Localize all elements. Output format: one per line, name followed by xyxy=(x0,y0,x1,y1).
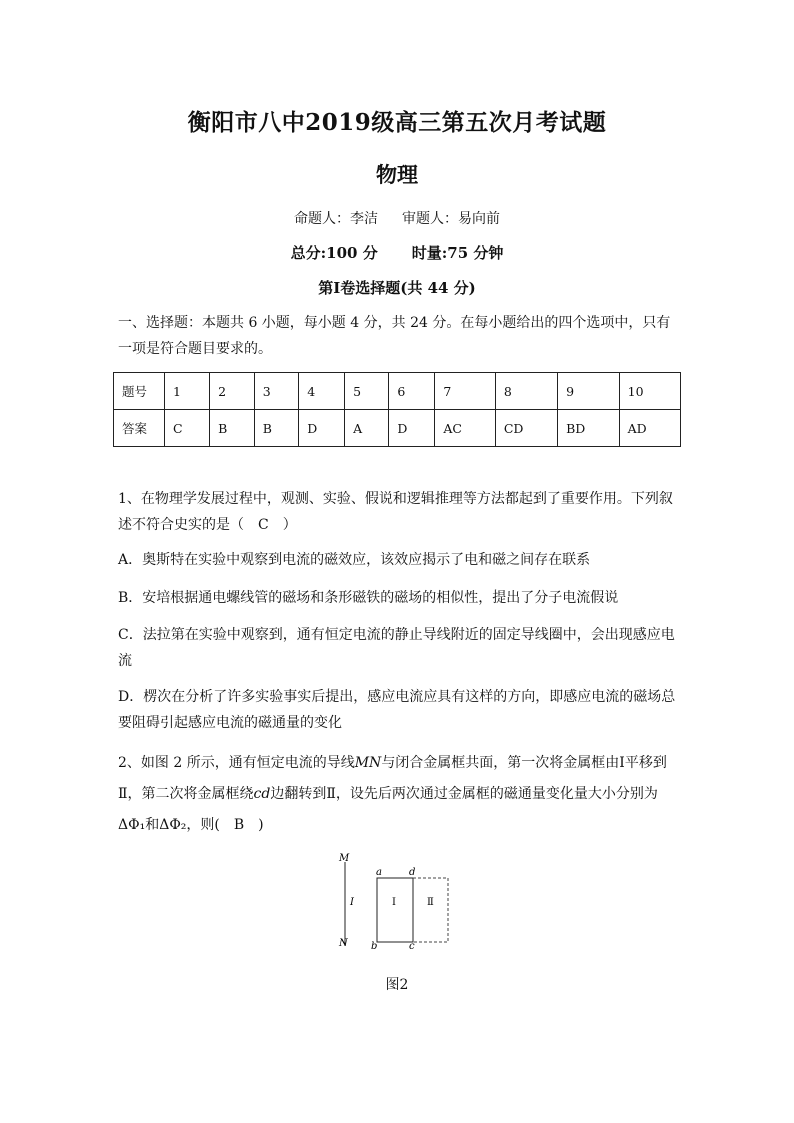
subject-title: 物理 xyxy=(376,162,418,187)
q2-and: 和 xyxy=(145,817,160,833)
total-score: 总分:100 分 xyxy=(290,244,378,262)
q2-text-4: ，则( B ) xyxy=(186,817,264,833)
number-cell: 1 xyxy=(165,373,210,410)
region-1-label: Ⅰ xyxy=(392,897,396,908)
number-cell: 3 xyxy=(254,373,299,410)
question-1-option-c: C．法拉第在实验中观察到，通有恒定电流的静止导线附近的固定导线圈中，会出现感应电流 xyxy=(118,627,675,669)
number-cell: 2 xyxy=(210,373,255,410)
label-b: b xyxy=(371,941,378,952)
answer-cell: A xyxy=(345,410,389,447)
question-2-stem xyxy=(118,748,678,841)
q2-text-1: 2、如图 2 所示，通有恒定电流的导线 xyxy=(118,755,355,771)
q2-text-2: 与闭合金属框共面，第一次将金属框由Ⅰ平移到Ⅱ，第二次将金属框绕 xyxy=(118,755,667,802)
authors-line xyxy=(0,208,794,228)
q2-phi2: ΔΦ₂ xyxy=(159,817,187,833)
answer-cell: AC xyxy=(435,410,496,447)
answer-cell: D xyxy=(299,410,345,447)
table-row-answers xyxy=(114,410,681,447)
row-label: 题号 xyxy=(114,373,165,410)
answer-cell: BD xyxy=(558,410,620,447)
figure-caption: 图2 xyxy=(385,977,409,993)
label-n: N xyxy=(339,938,348,949)
label-m: M xyxy=(339,853,350,864)
number-cell: 8 xyxy=(495,373,557,410)
number-cell: 4 xyxy=(299,373,345,410)
label-a: a xyxy=(376,867,382,878)
region-2-label: Ⅱ xyxy=(427,897,434,908)
number-cell: 7 xyxy=(435,373,496,410)
answer-cell: D xyxy=(389,410,435,447)
answer-table xyxy=(113,372,681,447)
part-title: 第Ⅰ卷选择题(共 44 分) xyxy=(318,279,476,297)
number-cell: 10 xyxy=(619,373,680,410)
question-1-option-b: B．安培根据通电螺线管的磁场和条形磁铁的磁场的相似性，提出了分子电流假说 xyxy=(118,590,619,606)
label-i: I xyxy=(350,897,354,908)
label-c: c xyxy=(409,941,415,952)
answer-cell: CD xyxy=(495,410,557,447)
exam-time: 时量:75 分钟 xyxy=(411,244,504,262)
number-cell: 9 xyxy=(558,373,620,410)
question-1-stem: 1、在物理学发展过程中，观测、实验、假说和逻辑推理等方法都起到了重要作用。下列叙述不符合史实的是（ C ） xyxy=(118,491,673,533)
score-time-line xyxy=(0,242,794,263)
answer-cell: AD xyxy=(619,410,680,447)
number-cell: 5 xyxy=(345,373,389,410)
exam-title: 衡阳市八中2019级高三第五次月考试题 xyxy=(187,109,607,136)
q2-cd: cd xyxy=(253,786,271,802)
q2-text-3: 边翻转到Ⅱ，设先后两次通过金属框的磁通量变化量大小分别为 xyxy=(270,786,658,802)
setter: 命题人：李洁 xyxy=(294,211,378,227)
table-row-numbers xyxy=(114,373,681,410)
section-intro: 一、选择题：本题共 6 小题，每小题 4 分，共 24 分。在每小题给出的四个选项中，只有一项是符合题目要求的。 xyxy=(118,315,671,357)
question-1-option-d: D．楞次在分析了许多实验事实后提出，感应电流应具有这样的方向，即感应电流的磁场总要阻碍引起感应电流的磁通量的变化 xyxy=(118,689,676,731)
q2-phi1: ΔΦ₁ xyxy=(118,817,146,833)
row-label: 答案 xyxy=(114,410,165,447)
number-cell: 6 xyxy=(389,373,435,410)
question-1-option-a: A．奥斯特在实验中观察到电流的磁效应，该效应揭示了电和磁之间存在联系 xyxy=(118,552,591,568)
metal-frame xyxy=(377,878,413,942)
answer-cell: B xyxy=(254,410,299,447)
figure-2-diagram xyxy=(336,848,460,954)
reviewer: 审题人：易向前 xyxy=(402,211,500,227)
answer-cell: C xyxy=(165,410,210,447)
label-d: d xyxy=(409,867,416,878)
answer-cell: B xyxy=(210,410,255,447)
q2-mn: MN xyxy=(354,755,382,771)
frame-position-2 xyxy=(413,878,448,942)
